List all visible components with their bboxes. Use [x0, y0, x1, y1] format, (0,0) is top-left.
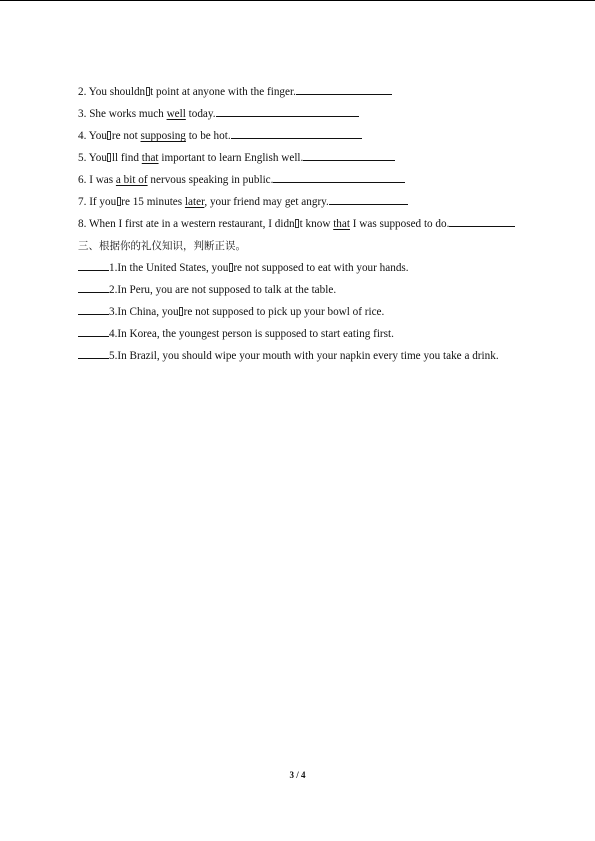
apostrophe-glyph	[107, 153, 111, 162]
item-number: 2.	[109, 284, 118, 296]
answer-blank[interactable]	[303, 148, 395, 161]
item-text: 2. You shouldn	[78, 86, 146, 98]
item-text: 5. You	[78, 152, 107, 164]
item-text: re 15 minutes	[121, 196, 185, 208]
item-text: In the United States, you	[117, 262, 229, 274]
answer-blank[interactable]	[216, 104, 359, 117]
item-text: re not	[111, 130, 141, 142]
item-text: t know	[299, 218, 334, 230]
judgment-answer-blank[interactable]	[78, 324, 109, 337]
item-text: 4. You	[78, 130, 107, 142]
exercise-item-3	[78, 103, 558, 125]
item-text: In China, you	[117, 306, 179, 318]
judgment-answer-blank[interactable]	[78, 258, 109, 271]
item-text: re not supposed to eat with your hands.	[233, 262, 409, 274]
item-text: In Brazil, you should wipe your mouth with your napkin every time you take a drink.	[117, 350, 499, 362]
apostrophe-glyph	[107, 131, 111, 140]
item-text: nervous speaking in public.	[147, 174, 274, 186]
answer-blank[interactable]	[329, 192, 408, 205]
item-text: t point at anyone with the finger.	[150, 86, 296, 98]
judgment-answer-blank[interactable]	[78, 280, 109, 293]
item-text: 8. When I first ate in a western restaurant, I didn	[78, 218, 295, 230]
apostrophe-glyph	[179, 307, 183, 316]
exercise-item-7	[78, 191, 558, 213]
item-text: 6. I was	[78, 174, 116, 186]
judgment-item-4	[78, 323, 558, 345]
exercise-item-5	[78, 147, 558, 169]
answer-blank[interactable]	[449, 214, 515, 227]
judgment-answer-blank[interactable]	[78, 302, 109, 315]
item-text: I was supposed to do.	[349, 218, 450, 230]
underlined-error: a bit of	[115, 174, 148, 186]
answer-blank[interactable]	[231, 126, 362, 139]
item-text: to be hot.	[185, 130, 231, 142]
exercise-item-8	[78, 213, 558, 235]
judgment-item-2	[78, 279, 558, 301]
underlined-error: that	[141, 152, 159, 164]
item-number: 4.	[109, 328, 118, 340]
item-text: re not supposed to pick up your bowl of rice.	[183, 306, 385, 318]
worksheet-content	[78, 81, 558, 367]
item-text: 7. If you	[78, 196, 117, 208]
item-text: ll find	[111, 152, 142, 164]
item-text: In Korea, the youngest person is supposed to start eating first.	[117, 328, 394, 340]
underlined-error: later	[184, 196, 205, 208]
item-text: 3. She works much	[78, 108, 167, 120]
header-rule	[0, 0, 595, 1]
judgment-answer-blank[interactable]	[78, 346, 109, 359]
answer-blank[interactable]	[296, 82, 392, 95]
item-text: , your friend may get angry.	[204, 196, 329, 208]
apostrophe-glyph	[295, 219, 299, 228]
answer-blank[interactable]	[273, 170, 405, 183]
underlined-error: that	[333, 218, 350, 230]
exercise-item-6	[78, 169, 558, 191]
judgment-item-3	[78, 301, 558, 323]
underlined-error: well	[166, 108, 186, 120]
page-number: 3 / 4	[289, 770, 306, 780]
item-number: 3.	[109, 306, 118, 318]
item-number: 5.	[109, 350, 118, 362]
exercise-item-2	[78, 81, 558, 103]
underlined-error: supposing	[140, 130, 186, 142]
section-3-heading: 三、根据你的礼仪知识，判断正误。	[78, 240, 246, 252]
item-text: important to learn English well.	[158, 152, 304, 164]
item-number: 1.	[109, 262, 118, 274]
judgment-item-5	[78, 345, 558, 367]
item-text: today.	[185, 108, 216, 120]
exercise-item-4	[78, 125, 558, 147]
item-text: In Peru, you are not supposed to talk at the table.	[117, 284, 337, 296]
judgment-item-1	[78, 257, 558, 279]
